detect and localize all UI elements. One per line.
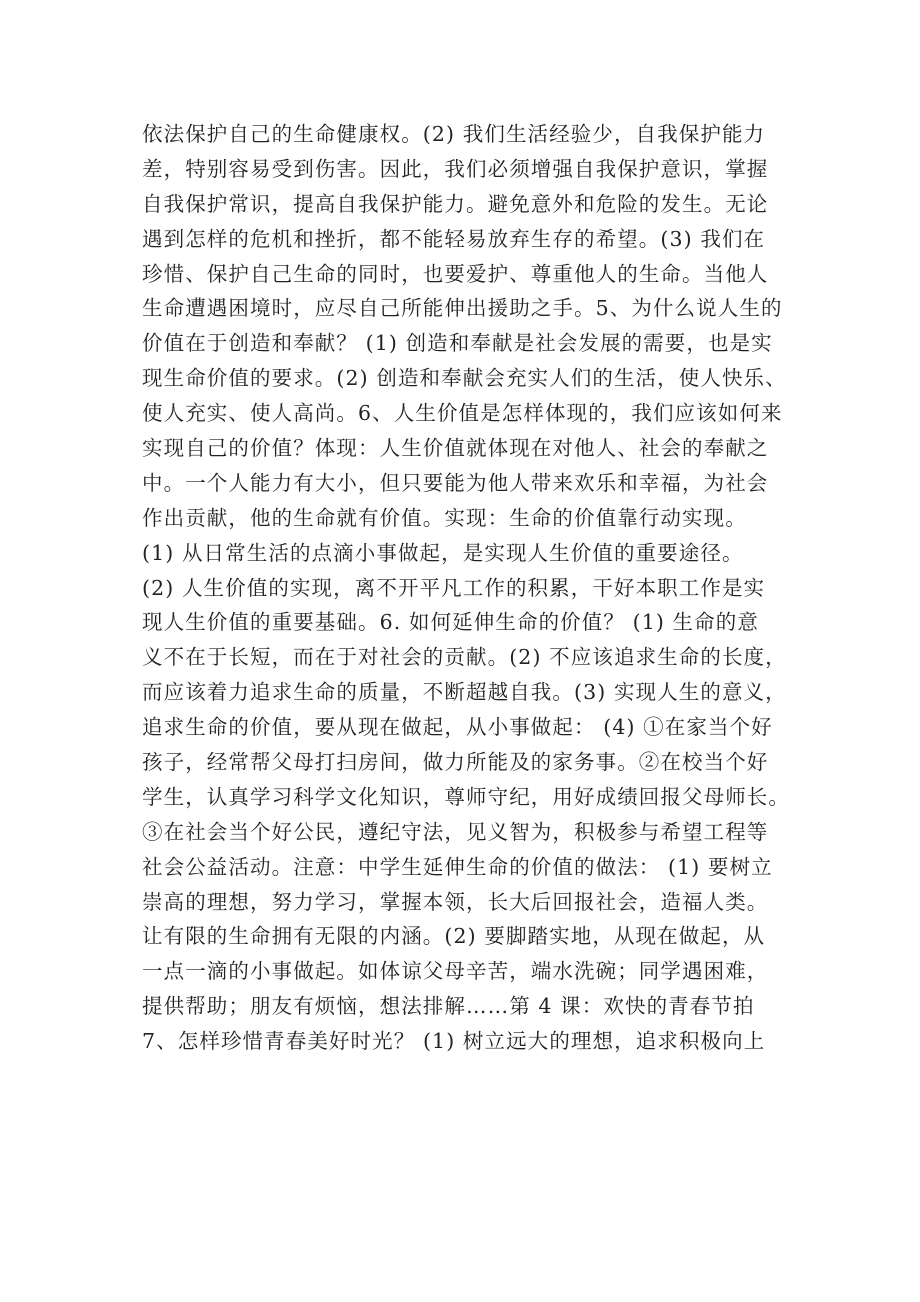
body-text <box>142 117 792 1059</box>
text-line: 崇高的理想，努力学习，掌握本领，长大后回报社会，造福人类。 <box>142 889 769 914</box>
text-line: ③在社会当个好公民，遵纪守法，见义智为，积极参与希望工程等 <box>142 819 769 844</box>
text-line: 一点一滴的小事做起。如体谅父母辛苦，端水洗碗；同学遇困难， <box>142 959 769 984</box>
text-line: 使人充实、使人高尚。6、人生价值是怎样体现的，我们应该如何来 <box>142 401 783 426</box>
text-line: (1) 从日常生活的点滴小事做起，是实现人生价值的重要途径。 <box>142 540 744 565</box>
text-line: 学生，认真学习科学文化知识，尊师守纪，用好成绩回报父母师长。 <box>142 784 790 809</box>
text-line: 义不在于长短，而在于对社会的贡献。(2) 不应该追求生命的长度， <box>142 645 787 670</box>
text-line: 提供帮助；朋友有烦恼，想法排解……第 4 课：欢快的青春节拍 <box>142 994 755 1019</box>
text-line: 7、怎样珍惜青春美好时光？ (1) 树立远大的理想，追求积极向上 <box>142 1029 766 1054</box>
text-line: 作出贡献，他的生命就有价值。实现：生命的价值靠行动实现。 <box>142 505 747 530</box>
text-line: 孩子，经常帮父母打扫房间，做力所能及的家务事。②在校当个好 <box>142 750 769 775</box>
text-line: 自我保护常识，提高自我保护能力。避免意外和危险的发生。无论 <box>142 191 769 216</box>
text-line: 现人生价值的重要基础。6. 如何延伸生命的价值？ (1) 生命的意 <box>142 610 759 635</box>
text-line: 价值在于创造和奉献？ (1) 创造和奉献是社会发展的需要，也是实 <box>142 331 773 356</box>
text-line: 现生命价值的要求。(2) 创造和奉献会充实人们的生活，使人快乐、 <box>142 366 787 391</box>
text-line: 珍惜、保护自己生命的同时，也要爱护、尊重他人的生命。当他人 <box>142 261 769 286</box>
text-line: 追求生命的价值，要从现在做起，从小事做起： (4) ①在家当个好 <box>142 715 773 740</box>
text-line: 社会公益活动。注意：中学生延伸生命的价值的做法： (1) 要树立 <box>142 854 773 879</box>
text-line: 依法保护自己的生命健康权。(2) 我们生活经验少，自我保护能力 <box>142 122 766 146</box>
text-line: 让有限的生命拥有无限的内涵。(2) 要脚踏实地，从现在做起，从 <box>142 924 766 949</box>
text-line: 遇到怎样的危机和挫折，都不能轻易放弃生存的希望。(3) 我们在 <box>142 226 766 251</box>
text-line: 差，特别容易受到伤害。因此，我们必须增强自我保护意识，掌握 <box>142 156 769 181</box>
text-line: 中。一个人能力有大小，但只要能为他人带来欢乐和幸福，为社会 <box>142 470 769 495</box>
text-line: 而应该着力追求生命的质量，不断超越自我。(3) 实现人生的意义， <box>142 680 787 705</box>
text-line: 实现自己的价值？体现：人生价值就体现在对他人、社会的奉献之 <box>142 436 769 461</box>
text-line: 生命遭遇困境时，应尽自己所能伸出援助之手。5、为什么说人生的 <box>142 296 783 321</box>
text-line: (2) 人生价值的实现，离不开平凡工作的积累，干好本职工作是实 <box>142 575 766 600</box>
